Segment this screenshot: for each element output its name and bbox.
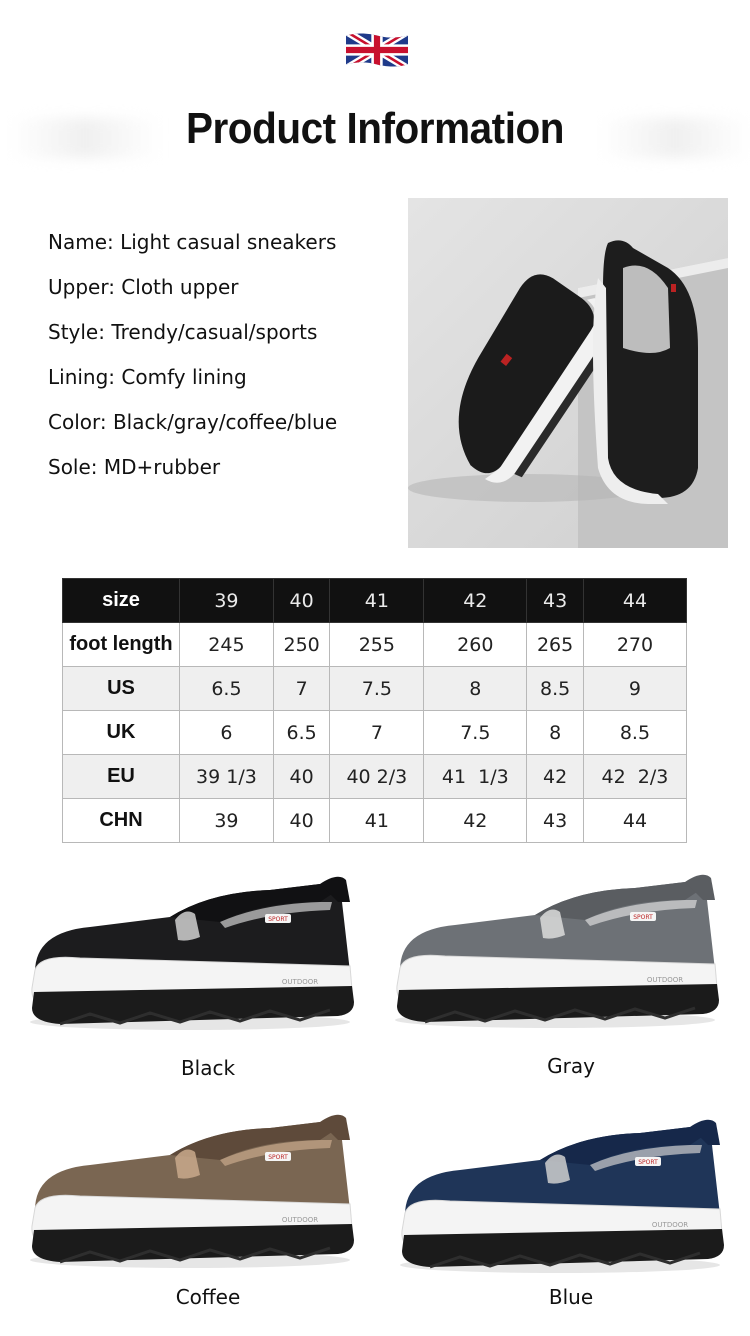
spec-style: Style: Trendy/casual/sports [48, 320, 318, 344]
row-label: foot length [63, 623, 180, 667]
table-cell: 6.5 [180, 667, 274, 711]
table-cell: 39 1/3 [180, 755, 274, 799]
table-cell: 9 [583, 667, 686, 711]
size-chart-table [62, 578, 687, 843]
table-cell: 43 [527, 799, 584, 843]
table-cell: 7.5 [330, 667, 424, 711]
row-label: EU [63, 755, 180, 799]
table-row-eu [63, 755, 687, 799]
table-cell: 265 [527, 623, 584, 667]
size-header-cell: 43 [527, 579, 584, 623]
coffee-shoe-image [20, 1100, 360, 1275]
variant-gray [385, 860, 725, 1039]
size-header-cell: 44 [583, 579, 686, 623]
size-header-cell: 41 [330, 579, 424, 623]
spec-color: Color: Black/gray/coffee/blue [48, 410, 338, 434]
table-row-chn [63, 799, 687, 843]
table-cell: 7.5 [424, 711, 527, 755]
row-label: UK [63, 711, 180, 755]
hero-product-image [408, 198, 728, 548]
table-cell: 270 [583, 623, 686, 667]
variant-label-black: Black [180, 1056, 236, 1080]
table-cell: 44 [583, 799, 686, 843]
table-cell: 40 [273, 755, 330, 799]
table-cell: 260 [424, 623, 527, 667]
variant-label-blue: Blue [548, 1285, 594, 1309]
table-cell: 6 [180, 711, 274, 755]
sport-badge-text: SPORT [268, 916, 288, 923]
variant-black [20, 862, 360, 1041]
variant-coffee [20, 1100, 360, 1279]
table-cell: 40 [273, 799, 330, 843]
size-header-cell: 42 [424, 579, 527, 623]
size-chart-header-row [63, 579, 687, 623]
black-shoe-image [20, 862, 360, 1037]
spec-lining: Lining: Comfy lining [48, 365, 247, 389]
sole-brand-text: OUTDOOR [646, 976, 684, 984]
page-title: Product Information [185, 104, 565, 153]
size-header-cell: 39 [180, 579, 274, 623]
table-cell: 42 2/3 [583, 755, 686, 799]
shoe-pair-illustration [408, 198, 728, 548]
table-cell: 8.5 [583, 711, 686, 755]
table-cell: 39 [180, 799, 274, 843]
table-cell: 255 [330, 623, 424, 667]
table-cell: 40 2/3 [330, 755, 424, 799]
size-header-cell: 40 [273, 579, 330, 623]
size-header-label: size [63, 579, 180, 623]
gray-shoe-image [385, 860, 725, 1035]
table-cell: 6.5 [273, 711, 330, 755]
sole-brand-text: OUTDOOR [651, 1221, 689, 1229]
table-cell: 41 [330, 799, 424, 843]
variant-label-coffee: Coffee [175, 1285, 241, 1309]
sport-badge-text: SPORT [638, 1159, 658, 1166]
row-label: US [63, 667, 180, 711]
sole-brand-text: OUTDOOR [281, 978, 319, 986]
sport-badge-text: SPORT [633, 914, 653, 921]
sole-brand-text: OUTDOOR [281, 1216, 319, 1224]
table-cell: 8.5 [527, 667, 584, 711]
spec-name: Name: Light casual sneakers [48, 230, 337, 254]
row-label: CHN [63, 799, 180, 843]
sport-badge-text: SPORT [268, 1154, 288, 1161]
product-specs [48, 227, 398, 497]
table-cell: 245 [180, 623, 274, 667]
table-row-us [63, 667, 687, 711]
table-cell: 7 [330, 711, 424, 755]
variant-label-gray: Gray [547, 1054, 595, 1078]
table-row-uk [63, 711, 687, 755]
variant-blue [390, 1105, 730, 1284]
table-cell: 41 1/3 [424, 755, 527, 799]
table-row-foot-length [63, 623, 687, 667]
table-cell: 8 [424, 667, 527, 711]
blue-shoe-image [390, 1105, 730, 1280]
table-cell: 42 [424, 799, 527, 843]
table-cell: 8 [527, 711, 584, 755]
spec-upper: Upper: Cloth upper [48, 275, 239, 299]
table-cell: 42 [527, 755, 584, 799]
uk-flag-icon [346, 30, 408, 70]
table-cell: 250 [273, 623, 330, 667]
spec-sole: Sole: MD+rubber [48, 455, 221, 479]
table-cell: 7 [273, 667, 330, 711]
